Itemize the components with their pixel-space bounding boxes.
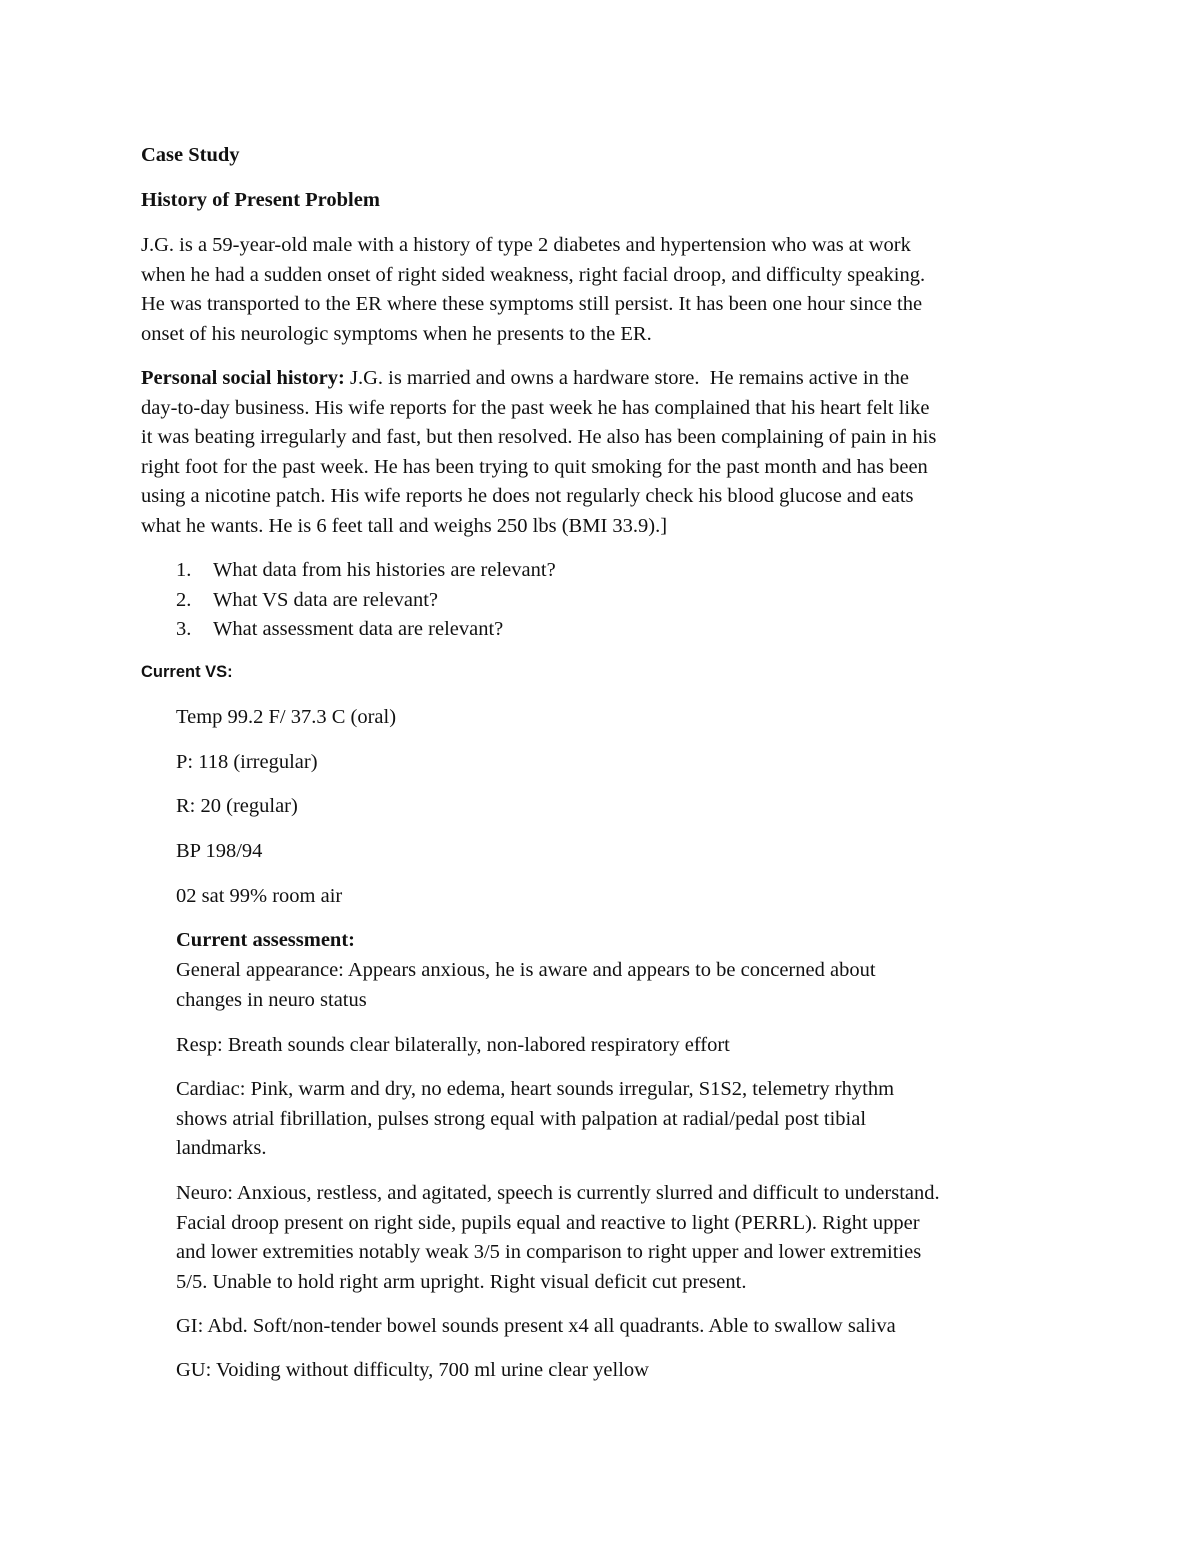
history-line: J.G. is a 59-year-old male with a history of type 2 diabetes and hypertension who was at work bbox=[141, 234, 911, 256]
section-title-history: History of Present Problem bbox=[141, 189, 380, 211]
question-number: 1. bbox=[176, 559, 192, 581]
assessment-line: GI: Abd. Soft/non-tender bowel sounds present x4 all quadrants. Able to swallow saliva bbox=[176, 1315, 896, 1337]
social-history-label: Personal social history: bbox=[141, 367, 345, 389]
question-item bbox=[141, 615, 556, 645]
question-item bbox=[141, 556, 556, 586]
assessment-line: landmarks. bbox=[176, 1137, 267, 1159]
vital-resp: R: 20 (regular) bbox=[176, 795, 298, 817]
assessment-line: Facial droop present on right side, pupils equal and reactive to light (PERRL). Right upper bbox=[176, 1211, 920, 1234]
vital-temp: Temp 99.2 F/ 37.3 C (oral) bbox=[176, 706, 397, 728]
assessment-line: shows atrial fibrillation, pulses strong equal with palpation at radial/pedal post tibial bbox=[176, 1107, 867, 1130]
assessment-general bbox=[176, 956, 1076, 1015]
document-title: Case Study bbox=[141, 144, 240, 166]
history-paragraph bbox=[141, 231, 1071, 349]
history-line: He was transported to the ER where these symptoms still persist. It has been one hour since the bbox=[141, 293, 923, 315]
question-number: 3. bbox=[176, 618, 192, 640]
history-line: onset of his neurologic symptoms when he presents to the ER. bbox=[141, 322, 652, 345]
assessment-gu bbox=[176, 1356, 1076, 1386]
assessment-resp bbox=[176, 1031, 1076, 1061]
social-history-line: day-to-day business. His wife reports for the past week he has complained that his heart felt like bbox=[141, 396, 930, 419]
assessment-cardiac bbox=[176, 1075, 1076, 1164]
assessment-line: GU: Voiding without difficulty, 700 ml urine clear yellow bbox=[176, 1359, 649, 1381]
assessment-line: and lower extremities notably weak 3/5 in comparison to right upper and lower extremities bbox=[176, 1241, 922, 1263]
assessment-heading: Current assessment: bbox=[176, 929, 355, 951]
vital-pulse: P: 118 (irregular) bbox=[176, 751, 318, 773]
history-line: when he had a sudden onset of right sided weakness, right facial droop, and difficulty speaking. bbox=[141, 263, 926, 286]
assessment-line: Neuro: Anxious, restless, and agitated, speech is currently slurred and difficult to understand. bbox=[176, 1182, 940, 1204]
assessment-line: Resp: Breath sounds clear bilaterally, non-labored respiratory effort bbox=[176, 1034, 730, 1056]
question-text: What VS data are relevant? bbox=[213, 588, 439, 611]
social-history-text: J.G. is married and owns a hardware store. He remains active in the bbox=[344, 367, 909, 389]
social-history-line: it was beating irregularly and fast, but then resolved. He also has been complaining of pain in his bbox=[141, 426, 937, 448]
assessment-gi bbox=[176, 1312, 1076, 1342]
question-number: 2. bbox=[176, 588, 192, 611]
question-text: What data from his histories are relevant? bbox=[213, 559, 556, 581]
social-history-paragraph bbox=[141, 364, 1071, 541]
assessment-line: Cardiac: Pink, warm and dry, no edema, heart sounds irregular, S1S2, telemetry rhythm bbox=[176, 1078, 895, 1100]
social-history-line: what he wants. He is 6 feet tall and weighs 250 lbs (BMI 33.9).] bbox=[141, 514, 668, 537]
question-item bbox=[141, 586, 556, 616]
assessment-neuro bbox=[176, 1179, 1076, 1297]
assessment-line: General appearance: Appears anxious, he is aware and appears to be concerned about bbox=[176, 959, 876, 981]
vital-o2: 02 sat 99% room air bbox=[176, 885, 343, 907]
vital-bp: BP 198/94 bbox=[176, 840, 263, 862]
assessment-line: changes in neuro status bbox=[176, 988, 367, 1011]
social-history-line bbox=[141, 364, 1071, 394]
assessment-line: 5/5. Unable to hold right arm upright. Right visual deficit cut present. bbox=[176, 1270, 747, 1293]
question-text: What assessment data are relevant? bbox=[213, 618, 504, 640]
vital-signs-heading: Current VS: bbox=[141, 663, 233, 681]
social-history-line: right foot for the past week. He has been trying to quit smoking for the past month and has been bbox=[141, 455, 928, 478]
question-list bbox=[141, 556, 556, 645]
social-history-line: using a nicotine patch. His wife reports he does not regularly check his blood glucose and eats bbox=[141, 485, 914, 507]
